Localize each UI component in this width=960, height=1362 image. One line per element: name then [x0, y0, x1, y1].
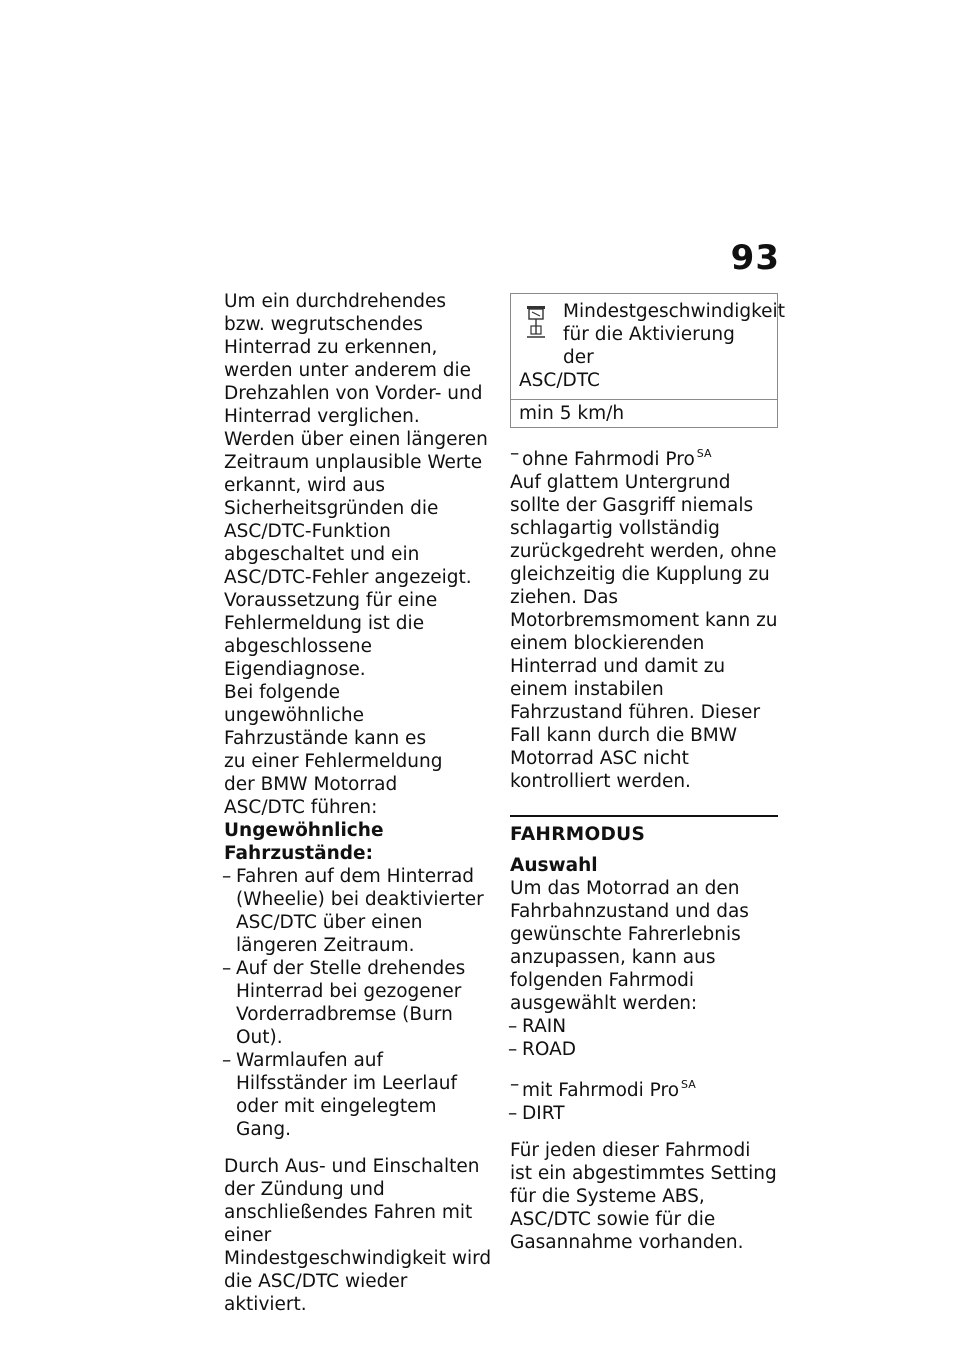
conditions-paragraph: Bei folgende ungewöhnliche Fahrzustände kann es zu einer Fehlermeldung der BMW Motorrad ASC/DTC führen: — [224, 682, 443, 818]
modes-intro: Um das Motorrad an den Fahrbahnzustand und das gewünschte Fahrerlebnis anzupassen, kann aus folgenden Fahrmodi ausgewählt werden: — [510, 878, 749, 1014]
unusual-conditions-list — [224, 865, 492, 1141]
note-label: – ohne Fahrmodi Pro $^{SA}$ — [510, 443, 712, 470]
modes-list — [510, 1015, 778, 1061]
spec-table — [510, 293, 785, 428]
list-item: – ROAD — [510, 1038, 778, 1061]
section-title: FAHRMODUS — [510, 824, 646, 845]
section-divider — [510, 815, 778, 817]
modes-outro: Für jeden dieser Fahrmodi ist ein abgestimmtes Setting für die Systeme ABS, ASC/DTC sowie für die Gasannahme vorhanden. — [510, 1140, 777, 1253]
list-item: – Auf der Stelle drehendes Hinterrad bei gezogener Vorderradbremse (Burn Out). — [224, 957, 492, 1049]
spec-title-line: Mindestgeschwindigkeit — [563, 301, 785, 322]
pro-label: – mit Fahrmodi Pro $^{SA}$ — [510, 1074, 696, 1101]
spec-value: min 5 km/h — [519, 403, 625, 424]
unusual-conditions-heading: Ungewöhnliche Fahrzustände: — [224, 820, 384, 864]
spec-title-line: ASC/DTC — [519, 370, 600, 391]
page-number: 93 — [730, 238, 780, 278]
spec-title-line: für die Aktivierung der — [563, 324, 735, 368]
subsection-title: Auswahl — [510, 855, 598, 876]
sa-badge: SA — [696, 447, 712, 460]
left-column — [224, 290, 492, 1316]
list-item: – Warmlaufen auf Hilfsständer im Leerlauf oder mit eingelegtem Gang. — [224, 1049, 492, 1141]
note-text: Auf glattem Untergrund sollte der Gasgriff niemals schlagartig vollständig zurückgedreht werden, ohne gleichzeitig die Kupplung zu ziehen. Das Motorbremsmoment kann zu einem blockierenden Hinterrad und damit zu einem instabilen Fahrzustand führen. Dieser Fall kann durch die BMW Motorrad ASC nicht kontrolliert werden. — [510, 472, 778, 792]
list-item: – RAIN — [510, 1015, 778, 1038]
list-item: – Fahren auf dem Hinterrad (Wheelie) bei deaktivierter ASC/DTC über einen längeren Zeitraum. — [224, 865, 492, 957]
intro-paragraph: Um ein durchdrehendes bzw. wegrutschendes Hinterrad zu erkennen, werden unter anderem die Drehzahlen von Vorder- und Hinterrad verglichen. Werden über einen längeren Zeitraum unplausible Werte erkannt, wird aus Sicherheitsgründen die ASC/DTC-Funktion abgeschaltet und ein ASC/DTC-Fehler angezeigt. Voraussetzung für eine Fehlermeldung ist die abgeschlossene Eigendiagnose. — [224, 291, 488, 680]
spec-header — [511, 294, 785, 400]
list-item: – DIRT — [510, 1102, 778, 1125]
sa-badge: SA — [681, 1078, 696, 1091]
pro-modes-list — [510, 1102, 778, 1125]
reactivation-paragraph: Durch Aus- und Einschalten der Zündung und anschließendes Fahren mit einer Mindestgeschwindigkeit wird die ASC/DTC wieder aktiviert. — [224, 1156, 492, 1315]
dial-gauge-icon — [525, 304, 547, 340]
right-column — [510, 290, 785, 1254]
